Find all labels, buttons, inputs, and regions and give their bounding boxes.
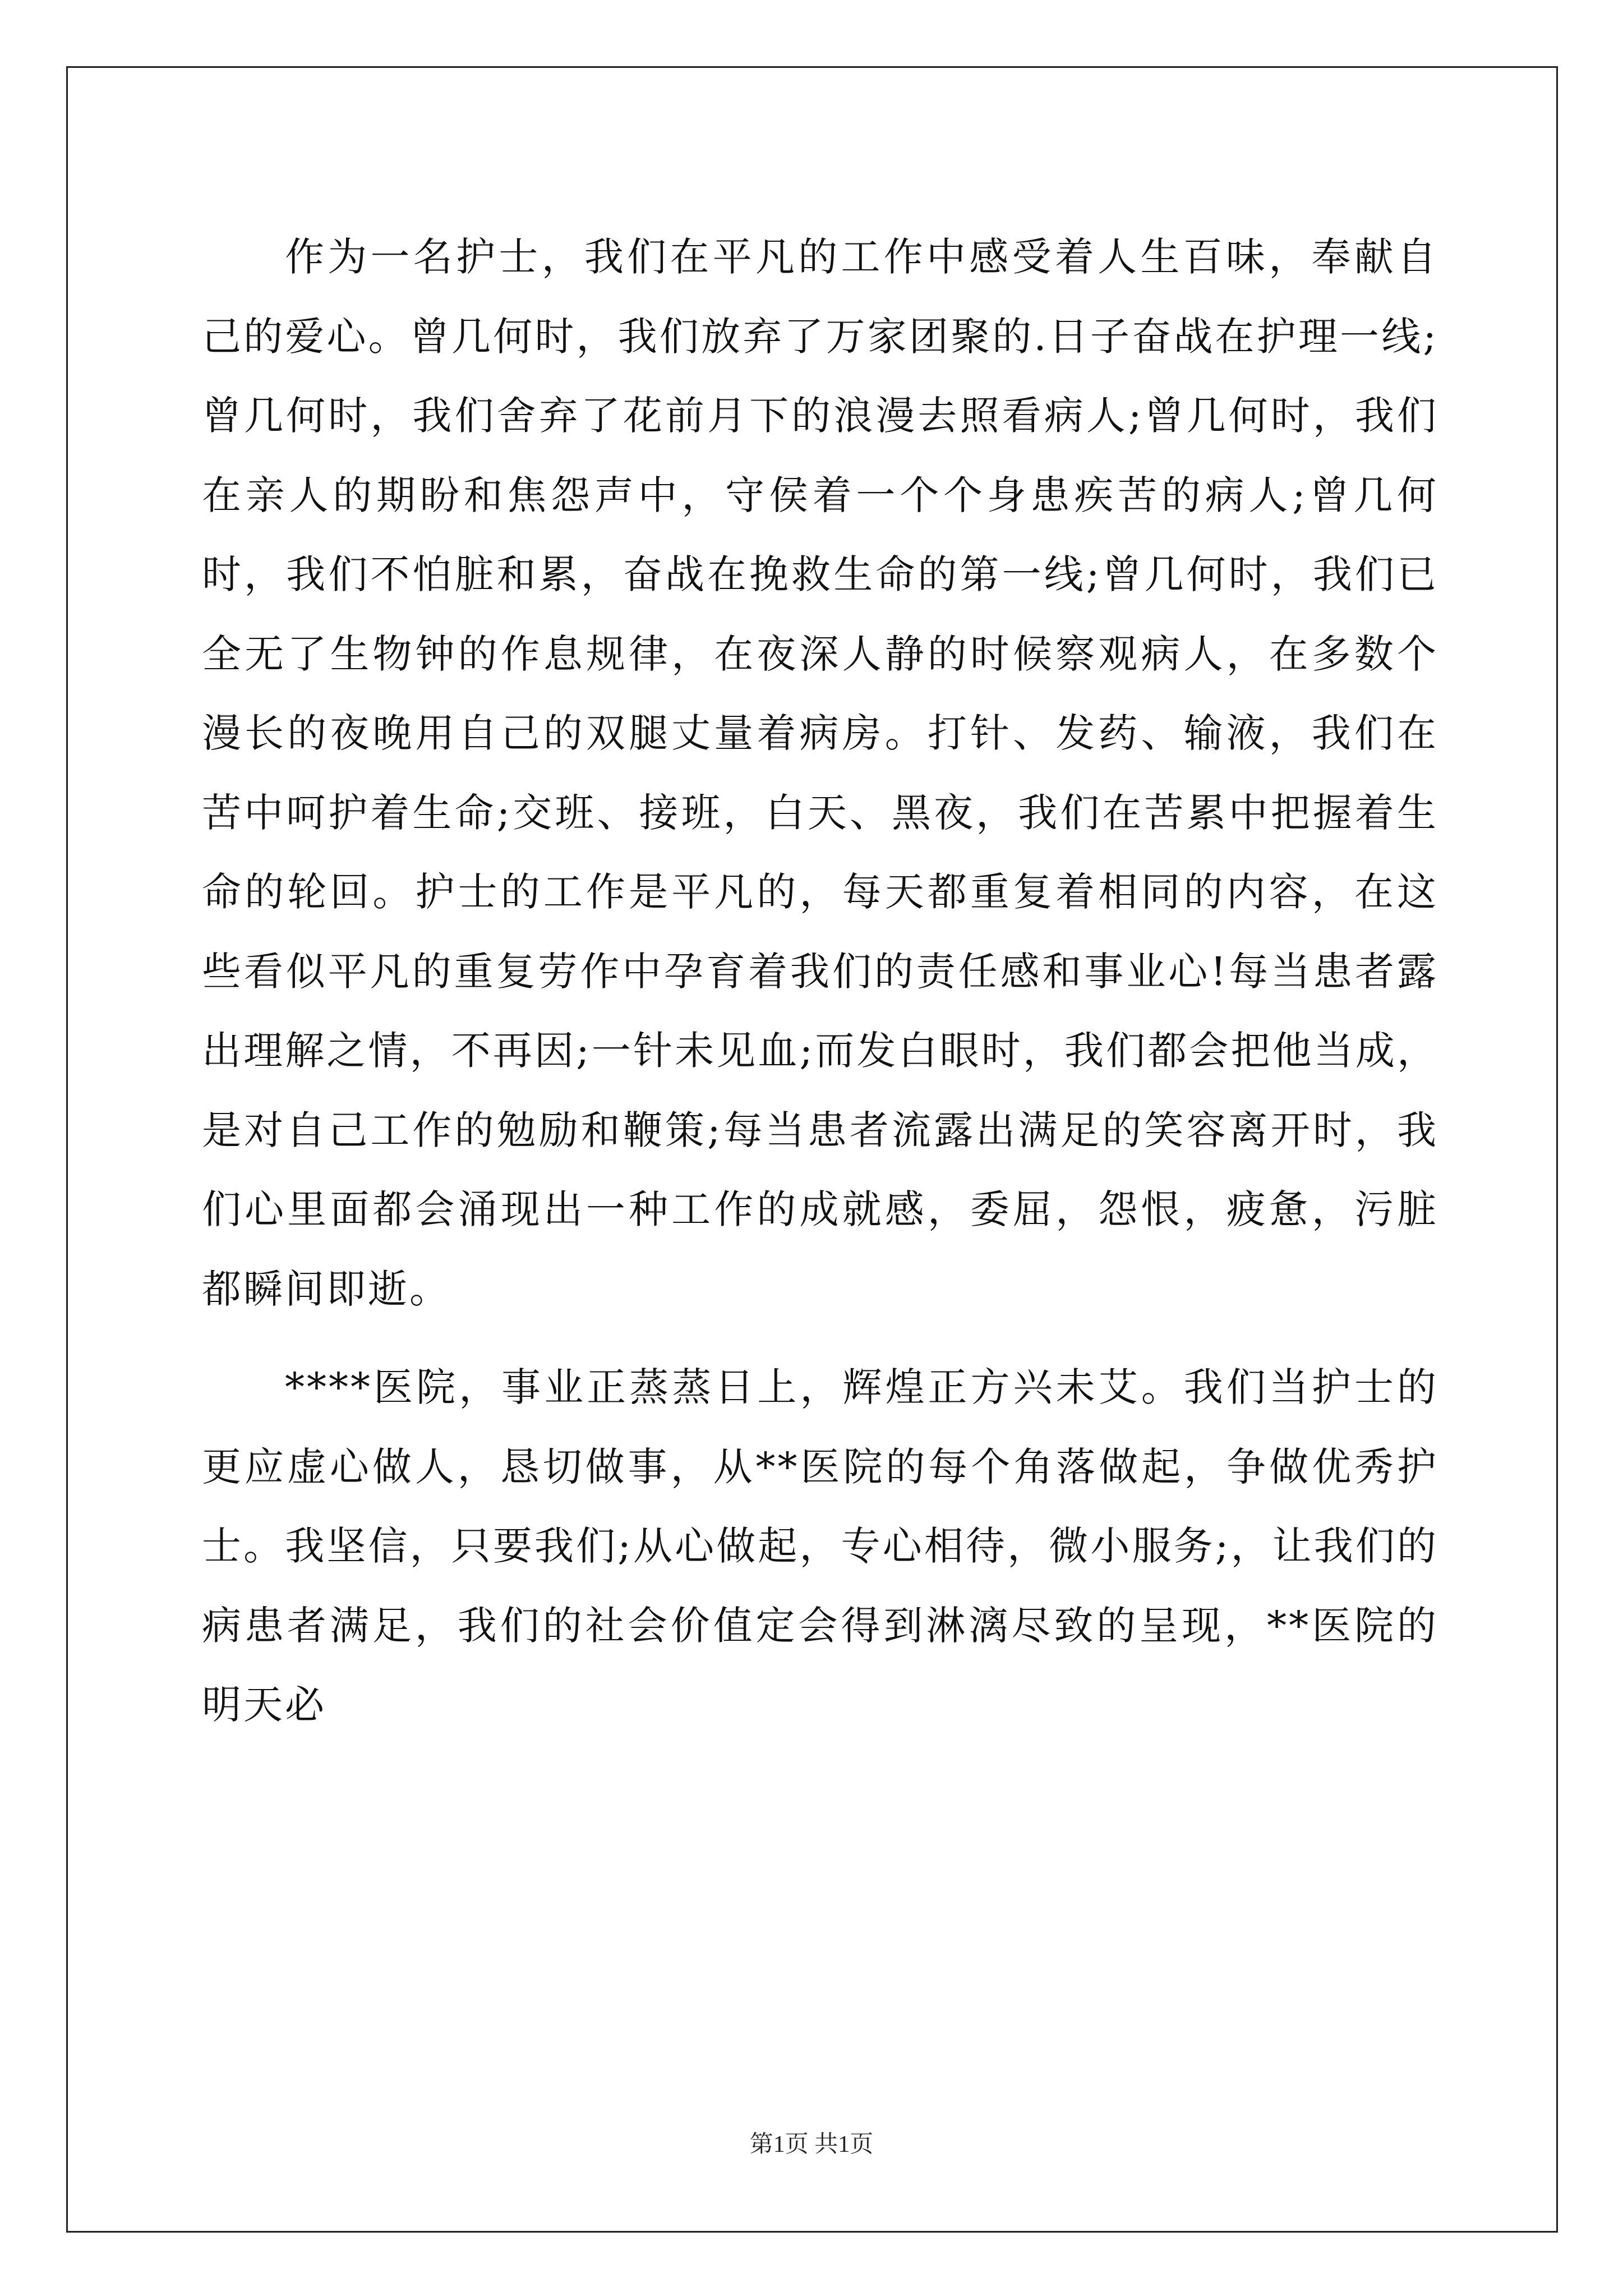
page-footer: 第1页 共1页	[749, 2132, 874, 2157]
document-body	[202, 218, 1438, 1745]
paragraph-2: ****医院，事业正蒸蒸日上，辉煌正方兴未艾。我们当护士的更应虚心做人，恳切做事，从**医院的每个角落做起，争做优秀护士。我坚信，只要我们;从心做起，专心相待，微小服务;，让我们的病患者满足，我们的社会价值定会得到淋漓尽致的呈现，**医院的明天必	[202, 1364, 1438, 1728]
paragraph-1: 作为一名护士，我们在平凡的工作中感受着人生百味，奉献自己的爱心。曾几何时，我们放弃了万家团聚的.日子奋战在护理一线;曾几何时，我们舍弃了花前月下的浪漫去照看病人;曾几何时，我们在亲人的期盼和焦怨声中，守侯着一个个身患疾苦的病人;曾几何时，我们不怕脏和累，奋战在挽救生命的第一线;曾几何时，我们已全无了生物钟的作息规律，在夜深人静的时候察观病人，在多数个漫长的夜晚用自己的双腿丈量着病房。打针、发药、输液，我们在苦中呵护着生命;交班、接班，白天、黑夜，我们在苦累中把握着生命的轮回。护士的工作是平凡的，每天都重复着相同的内容，在这些看似平凡的重复劳作中孕育着我们的责任感和事业心!每当患者露出理解之情，不再因;一针未见血;而发白眼时，我们都会把他当成，是对自己工作的勉励和鞭策;每当患者流露出满足的笑容离开时，我们心里面都会涌现出一种工作的成就感，委屈，怨恨，疲惫，污脏都瞬间即逝。	[202, 234, 1438, 1312]
